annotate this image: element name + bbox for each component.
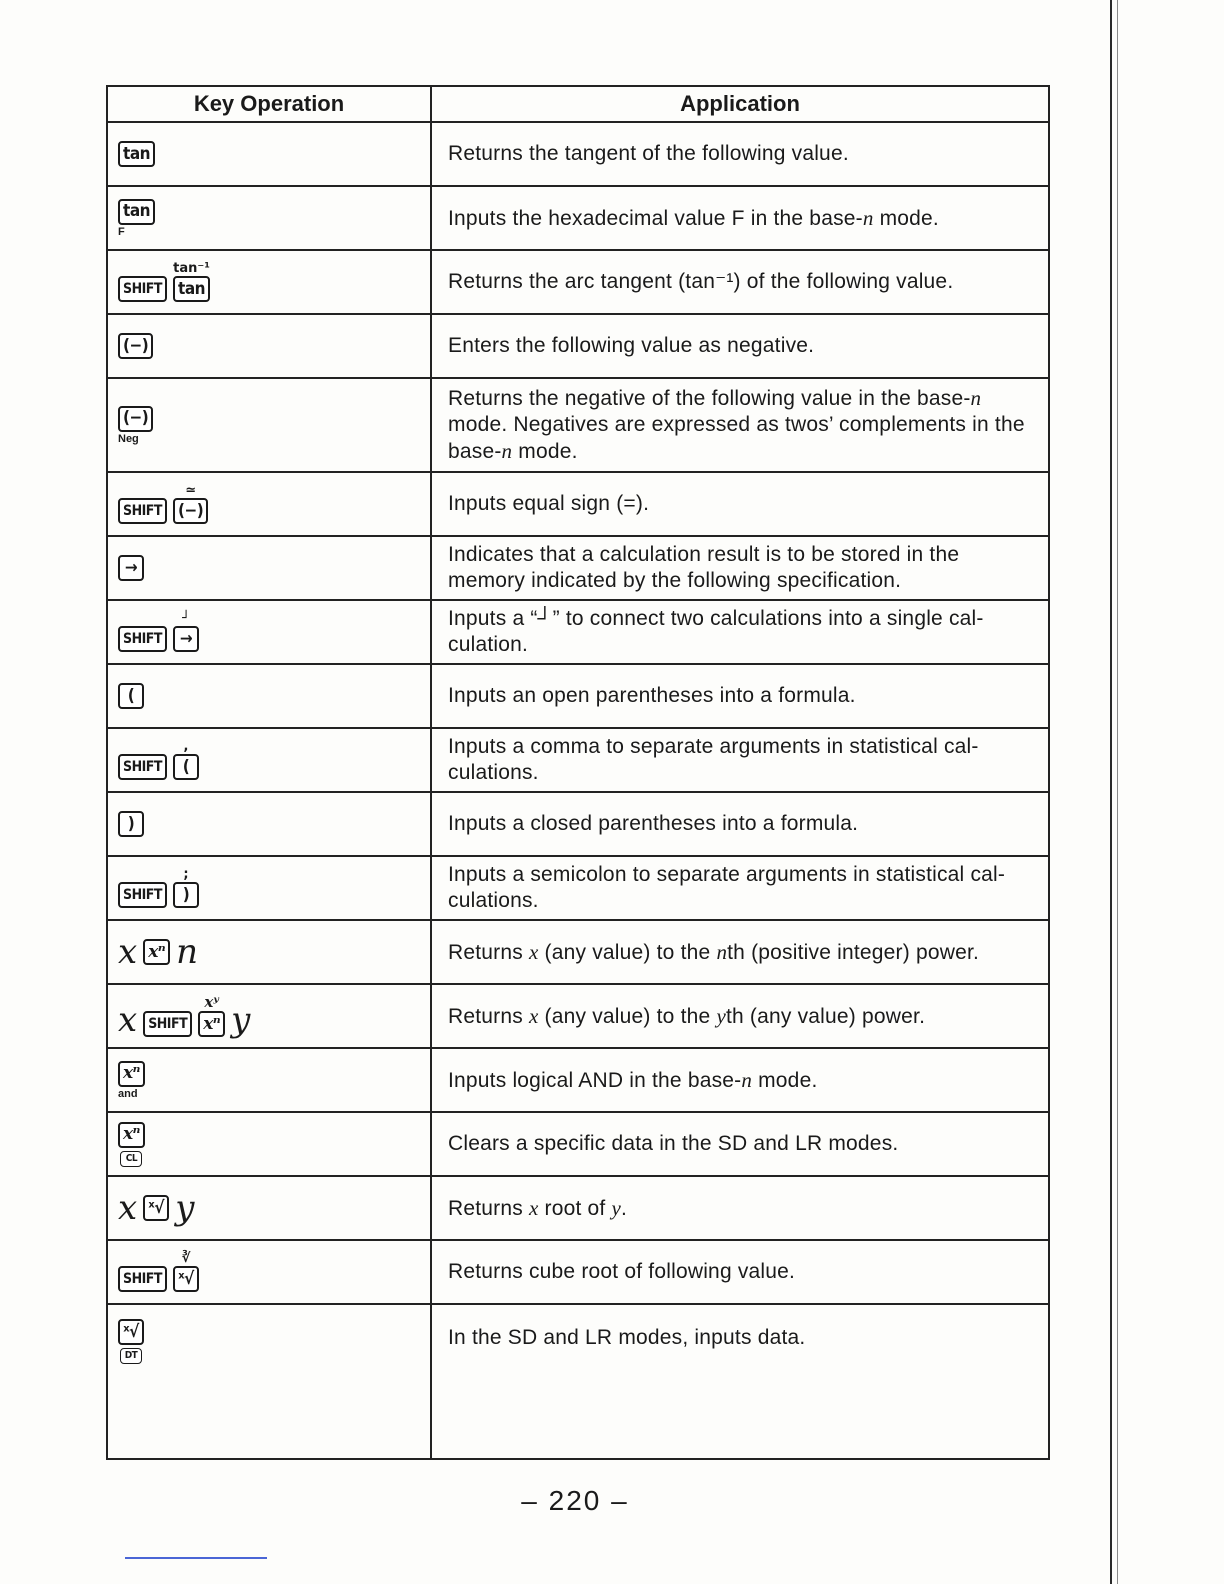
key-operation-cell bbox=[107, 1112, 431, 1176]
column-header-application: Application bbox=[431, 86, 1049, 122]
key-operation-cell bbox=[107, 1048, 431, 1112]
table-row bbox=[107, 1048, 1049, 1112]
variable-y: y bbox=[175, 1188, 195, 1228]
table-row bbox=[107, 1240, 1049, 1304]
table-row bbox=[107, 1112, 1049, 1176]
semicolon-label: ; bbox=[183, 867, 189, 882]
power-key: xⁿ bbox=[118, 1061, 145, 1087]
application-cell: Inputs a semicolon to separate arguments in statistical cal-culations. bbox=[431, 856, 1049, 920]
application-cell: Indicates that a calculation result is to be stored in the memory indicated by the following specification. bbox=[431, 536, 1049, 600]
table-row bbox=[107, 984, 1049, 1048]
data-key-label: DT bbox=[120, 1348, 142, 1364]
key-operation-cell bbox=[107, 920, 431, 984]
variable-x: x bbox=[118, 932, 138, 972]
open-parenthesis-key: ( bbox=[118, 683, 144, 709]
application-cell: Inputs equal sign (=). bbox=[431, 472, 1049, 536]
application-cell: In the SD and LR modes, inputs data. bbox=[431, 1304, 1049, 1459]
clear-key-label: CL bbox=[120, 1151, 142, 1167]
key-operation-cell bbox=[107, 1304, 431, 1459]
negative-key: (−) bbox=[118, 333, 153, 359]
variable-n: n bbox=[176, 932, 199, 972]
table-row bbox=[107, 920, 1049, 984]
shift-key: SHIFT bbox=[143, 1011, 192, 1037]
application-cell: Inputs the hexadecimal value F in the base-n mode. bbox=[431, 186, 1049, 250]
application-cell: Inputs an open parentheses into a formula. bbox=[431, 664, 1049, 728]
application-cell: Returns the negative of the following value in the base-n mode. Negatives are expressed as twos’ complements in the base-n mode. bbox=[431, 378, 1049, 472]
application-cell: Returns the tangent of the following value. bbox=[431, 122, 1049, 186]
footer-rule bbox=[125, 1557, 267, 1559]
application-cell: Inputs a closed parentheses into a formula. bbox=[431, 792, 1049, 856]
variable-x: x bbox=[118, 1188, 138, 1228]
application-cell: Returns x root of y. bbox=[431, 1176, 1049, 1240]
margin-rule-faint bbox=[1117, 0, 1118, 1584]
shift-key: SHIFT bbox=[118, 882, 167, 908]
key-operation-cell bbox=[107, 792, 431, 856]
application-cell: Returns x (any value) to the nth (positive integer) power. bbox=[431, 920, 1049, 984]
page-number: – 220 – bbox=[521, 1485, 629, 1516]
variable-x: x bbox=[118, 1000, 138, 1040]
key-operation-cell bbox=[107, 536, 431, 600]
key-operation-cell bbox=[107, 250, 431, 314]
key-operation-cell bbox=[107, 186, 431, 250]
table-row bbox=[107, 1176, 1049, 1240]
power-key: xⁿ bbox=[143, 939, 170, 965]
application-cell: Returns x (any value) to the yth (any value) power. bbox=[431, 984, 1049, 1048]
key-operation-cell bbox=[107, 472, 431, 536]
and-label: and bbox=[118, 1087, 138, 1100]
root-key: ˣ√ bbox=[118, 1319, 144, 1345]
close-parenthesis-key: ) bbox=[173, 882, 199, 908]
application-cell: Returns cube root of following value. bbox=[431, 1240, 1049, 1304]
negative-key: (−) bbox=[118, 406, 153, 432]
key-operation-cell bbox=[107, 856, 431, 920]
table-row bbox=[107, 728, 1049, 792]
comma-label: , bbox=[183, 739, 189, 754]
tan-key: tan bbox=[173, 276, 210, 302]
key-operation-cell bbox=[107, 1176, 431, 1240]
key-operation-cell bbox=[107, 314, 431, 378]
column-header-key-operation: Key Operation bbox=[107, 86, 431, 122]
table-row bbox=[107, 122, 1049, 186]
shift-key: SHIFT bbox=[118, 498, 167, 524]
table-row bbox=[107, 856, 1049, 920]
negative-key: (−) bbox=[173, 498, 208, 524]
application-cell: Enters the following value as negative. bbox=[431, 314, 1049, 378]
x-to-y-label: xʸ bbox=[204, 993, 219, 1011]
power-key: xⁿ bbox=[118, 1122, 145, 1148]
table-row bbox=[107, 250, 1049, 314]
application-cell: Clears a specific data in the SD and LR modes. bbox=[431, 1112, 1049, 1176]
variable-y: y bbox=[231, 1000, 251, 1040]
table-row bbox=[107, 186, 1049, 250]
application-cell: Returns the arc tangent (tan⁻¹) of the following value. bbox=[431, 250, 1049, 314]
key-operation-cell bbox=[107, 728, 431, 792]
key-operation-cell bbox=[107, 378, 431, 472]
key-operation-cell bbox=[107, 600, 431, 664]
tan-key: tan bbox=[118, 199, 155, 225]
application-cell: Inputs a comma to separate arguments in statistical cal-culations. bbox=[431, 728, 1049, 792]
shift-key: SHIFT bbox=[118, 1266, 167, 1292]
key-operation-table bbox=[106, 85, 1050, 1460]
power-key: xⁿ bbox=[198, 1011, 225, 1037]
table-row bbox=[107, 472, 1049, 536]
store-arrow-key: → bbox=[118, 555, 144, 581]
open-parenthesis-key: ( bbox=[173, 754, 199, 780]
application-cell: Inputs logical AND in the base-n mode. bbox=[431, 1048, 1049, 1112]
shift-key: SHIFT bbox=[118, 754, 167, 780]
store-arrow-key: → bbox=[173, 626, 199, 652]
tan-inverse-label: tan⁻¹ bbox=[173, 261, 210, 276]
close-parenthesis-key: ) bbox=[118, 811, 144, 837]
equal-sign-label: ≃ bbox=[185, 483, 197, 498]
application-cell: Inputs a “┘” to connect two calculations into a single cal-culation. bbox=[431, 600, 1049, 664]
shift-key: SHIFT bbox=[118, 626, 167, 652]
table-row bbox=[107, 600, 1049, 664]
table-row bbox=[107, 792, 1049, 856]
key-operation-cell bbox=[107, 984, 431, 1048]
table-row bbox=[107, 378, 1049, 472]
table-header-row bbox=[107, 86, 1049, 122]
cube-root-label: ∛ bbox=[181, 1251, 191, 1266]
key-operation-cell bbox=[107, 122, 431, 186]
key-operation-cell bbox=[107, 664, 431, 728]
root-key: ˣ√ bbox=[143, 1195, 169, 1221]
table-row bbox=[107, 664, 1049, 728]
tan-key: tan bbox=[118, 141, 155, 167]
table-row bbox=[107, 536, 1049, 600]
key-operation-cell bbox=[107, 1240, 431, 1304]
root-key: ˣ√ bbox=[173, 1266, 199, 1292]
margin-rule bbox=[1110, 0, 1112, 1584]
hex-f-label: F bbox=[118, 225, 125, 238]
table-row bbox=[107, 314, 1049, 378]
neg-label: Neg bbox=[118, 432, 139, 445]
connect-symbol-label: ┘ bbox=[182, 611, 190, 626]
table-row bbox=[107, 1304, 1049, 1459]
shift-key: SHIFT bbox=[118, 276, 167, 302]
